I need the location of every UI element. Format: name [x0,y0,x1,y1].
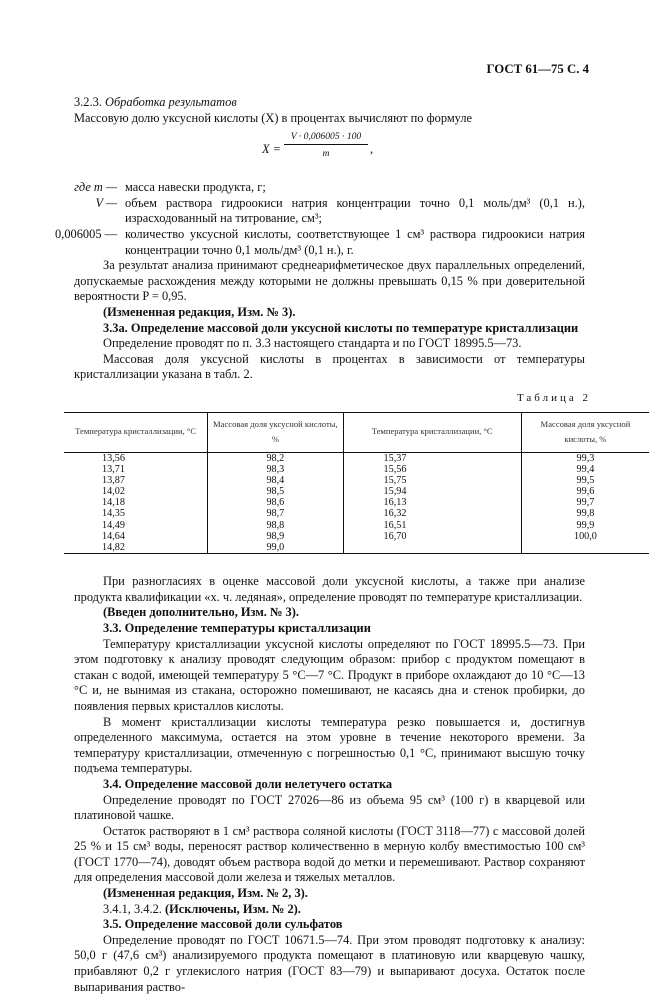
table-cell: 99,4 [576,463,595,475]
page-header: ГОСТ 61—75 С. 4 [486,62,589,76]
table-cell: 16,70 [383,530,407,542]
table-cell: 98,5 [266,486,285,498]
table-caption: Таблица 2 [516,391,591,404]
paragraph-formula-intro: Массовую долю уксусной кислоты (X) в процентах вычисляют по формуле [74,110,472,125]
table-cell: 14,64 [102,530,125,542]
section-3-3-heading: 3.3. Определение температуры кристаллизации [103,620,371,635]
table-column-3 [343,452,521,554]
legend-symbol: где m — [74,180,117,195]
column-header: Массовая доля уксусной кислоты, % [521,412,649,452]
table-cell: 15,56 [383,463,407,475]
amendment-note: (Введен дополнительно, Изм. № 3). [103,605,299,620]
paragraph: Определение проводят по ГОСТ 27026—86 из объема 95 см³ (100 г) в кварцевой или платиновой чашке. [74,792,585,823]
table-2 [64,412,649,555]
table-cell: 98,9 [266,530,285,542]
table-cell: 15,37 [383,452,407,464]
table-cell: 14,35 [102,508,125,520]
table-cell: 16,51 [383,519,407,531]
table-cell: 99,7 [576,497,595,509]
section-3-3a-heading: 3.3а. Определение массовой доли уксусной кислоты по температуре кристаллизации [103,320,579,335]
table-cell: 98,2 [266,452,285,464]
section-number: 3.2.3. [74,95,102,109]
amendment-note: (Измененная редакция, Изм. № 3). [103,304,296,319]
formula-lhs: X = [262,142,282,157]
table-cell: 13,87 [102,474,125,486]
table-cell: 99,8 [576,508,595,520]
paragraph: Массовая доля уксусной кислоты в процентах в зависимости от температуры кристаллизации указана в табл. 2. [74,351,585,382]
table-cell: 14,49 [102,519,125,531]
legend-row [0,227,585,258]
excluded-items [74,902,585,918]
table-header-row [64,412,649,452]
paragraph: Остаток растворяют в 1 см³ раствора соляной кислоты (ГОСТ 3118—77) с массовой долей 25 % и 15 см³ воды, переносят раствор количественно в мерную колбу вместимостью 100 см³ (ГОСТ 1770—74), доводят объем раствора водой до метки и перемешивают. Раствор сохраняют для определения массовой доли железа и тяжелых металлов. [74,823,585,885]
table-cell: 98,8 [266,519,285,531]
formula-fraction [284,130,368,160]
amendment-note: (Исключены, Изм. № 2). [164,901,301,916]
table-cell: 99,0 [266,542,285,553]
table-cell: 99,6 [576,486,595,498]
section-3-2-3-heading [74,95,585,111]
column-header: Температура кристаллизации, °С [64,412,208,452]
table-cell: 98,4 [266,474,285,486]
formula-comma: , [370,142,374,157]
table-cell-empty [384,542,521,553]
paragraph-dispute: При разногласиях в оценке массовой доли уксусной кислоты, а также при анализе продукта квалификации «х. ч. ледяная», определение проводят по температуре кристаллизации. [74,574,585,604]
table-cell: 98,6 [266,497,285,509]
legend-symbol: V — [95,195,117,210]
legend-text: количество уксусной кислоты, соответствующее 1 см³ раствора гидроокиси натрия концентрации точно 0,1 моль/дм³ (0,1 н.), г. [125,226,585,257]
amendment-note: (Измененная редакция, Изм. № 2, 3). [103,886,308,901]
section-3-4-heading: 3.4. Определение массовой доли нелетучего остатка [103,776,393,791]
table-cell: 98,7 [266,508,285,520]
table-column-4 [521,452,649,554]
formula-denominator: m [322,148,330,160]
paragraph: Температуру кристаллизации уксусной кислоты определяют по ГОСТ 18995.5—73. При этом подготовку к анализу проводят следующим образом: прибор с продуктом помещают в стакан с водой, имеющей температуру 5 °С—7 °С. Продукт в приборе охлаждают до 10 °С—13 °С и, не вынимая из стакана, осторожно помешивают, не касаясь дна и стенок пробирки, до появления первых кристаллов кислоты. [74,636,585,713]
table-cell: 99,3 [576,452,595,464]
table-cell-empty [522,542,649,553]
section-title: Обработка результатов [105,95,237,109]
legend-row [34,180,585,196]
column-header: Массовая доля уксусной кислоты, % [208,412,343,452]
legend-row [74,196,585,227]
paragraph-result: За результат анализа принимают среднеарифметическое двух параллельных определений, допускаемые расхождения между которыми не должны превышать 0,15 % при доверительной вероятности P = 0,95. [74,258,585,304]
legend-text: масса навески продукта, г; [125,180,266,195]
table-column-2 [208,452,343,554]
table-cell: 13,56 [102,452,125,464]
table-cell: 13,71 [102,463,125,475]
legend-symbol: 0,006005 — [55,226,117,241]
table-cell: 99,9 [576,519,595,531]
formula-numerator: V · 0,006005 · 100 [284,130,368,145]
table-cell: 14,18 [102,497,125,509]
table-cell: 14,02 [102,486,125,498]
page-content [55,95,631,995]
table-cell: 14,82 [102,542,125,553]
table-cell: 100,0 [573,530,597,542]
table-column-1 [64,452,208,554]
table-cell: 99,5 [576,474,595,486]
table-cell: 16,13 [383,497,407,509]
legend-text: объем раствора гидроокиси натрия концентрации точно 0,1 моль/дм³ (0,1 н.), израсходованный на титрование, см³; [125,195,585,226]
table-row [64,452,649,554]
table-cell: 16,32 [383,508,407,520]
table-cell: 98,3 [266,463,285,475]
section-3-5-heading: 3.5. Определение массовой доли сульфатов [103,917,343,932]
paragraph: Определение проводят по п. 3.3 настоящего стандарта и по ГОСТ 18995.5—73. [103,336,522,351]
paragraph: Определение проводят по ГОСТ 10671.5—74. При этом проводят подготовку к анализу: 50,0 г (47,6 см³) анализируемого продукта помещают в платиновую или кварцевую чашку, прибавляют 0,2 г углекислого натрия (ГОСТ 83—79) и выпаривают досуха. Остаток после выпаривания раство- [74,932,585,994]
formula [74,130,585,174]
table-cell: 15,94 [383,486,407,498]
paragraph: В момент кристаллизации кислоты температура резко повышается и, достигнув определенного максимума, остается на этом уровне в течение некоторого времени. За температуру кристаллизации, отмеченную с погрешностью 0,1 °С, принимают высшую точку подъема температуры. [74,714,585,776]
table-cell: 15,75 [383,474,407,486]
column-header: Температура кристаллизации, °С [343,412,521,452]
item-numbers: 3.4.1, 3.4.2. [103,901,162,916]
